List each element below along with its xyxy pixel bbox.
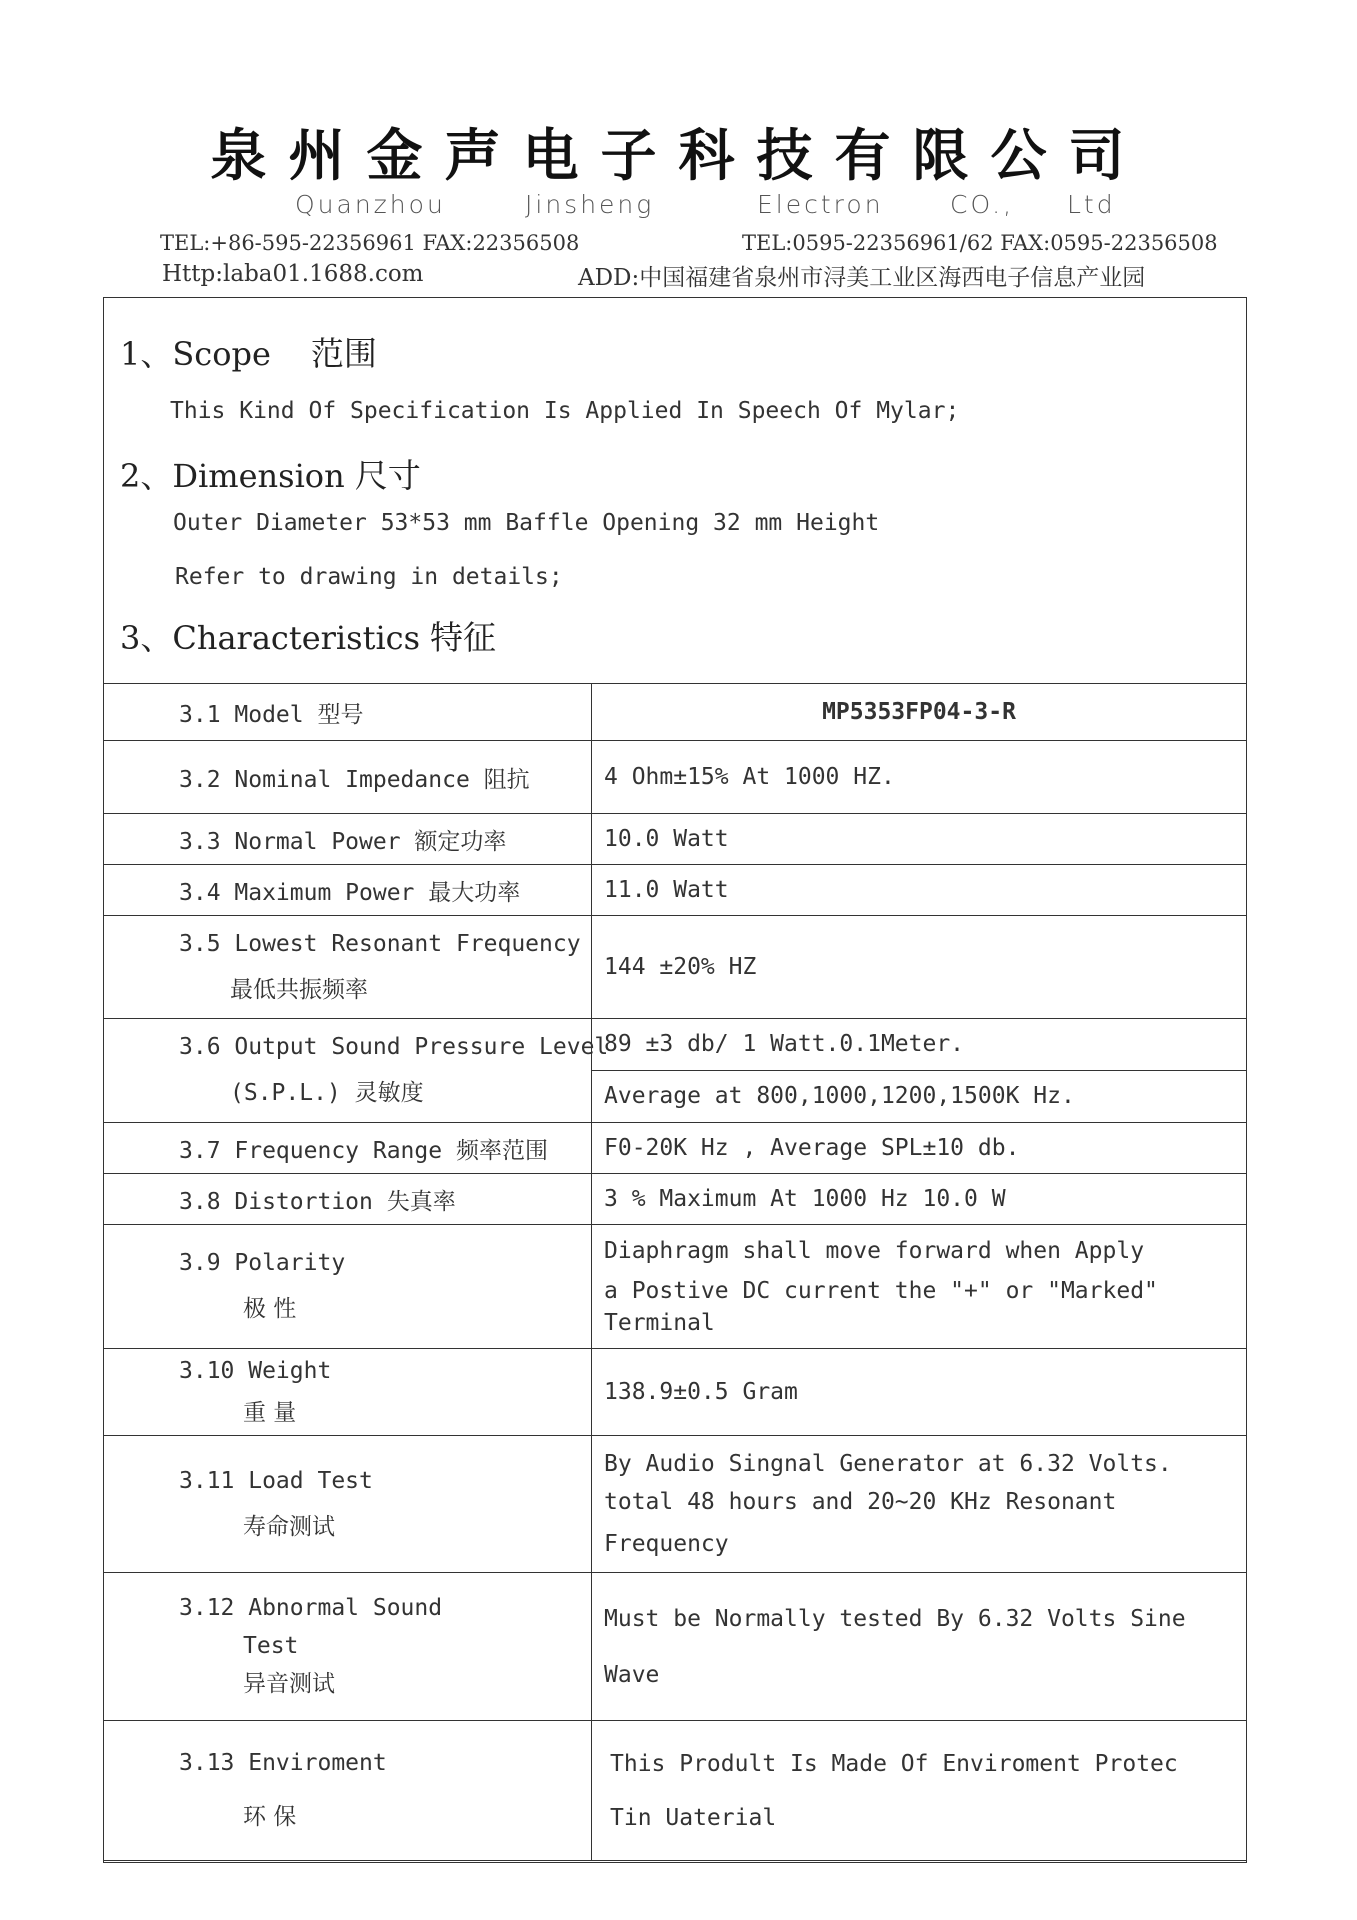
dimension-line: Outer Diameter 53*53 mm Baffle Opening 32 mm Height <box>173 510 880 536</box>
spec-label-cn: 重 量 <box>243 1399 297 1426</box>
company-name-en-word: Ltd <box>1067 190 1116 219</box>
spec-label-cell <box>104 916 592 1019</box>
company-name-en-word: Quanzhou <box>295 190 446 219</box>
spec-value: Tin Uaterial <box>610 1804 777 1831</box>
spec-value-cell <box>592 1721 1247 1861</box>
section-title: 3、Characteristics <box>120 619 421 657</box>
spec-value: By Audio Singnal Generator at 6.32 Volts. <box>604 1451 1172 1477</box>
spec-label-cn: 最低共振频率 <box>230 976 368 1003</box>
table-row <box>104 1349 1247 1436</box>
website: Http:laba01.1688.com <box>162 261 424 287</box>
spec-label: 3.7 Frequency Range 频率范围 <box>104 1123 592 1174</box>
spec-label: 3.11 Load Test <box>179 1467 373 1494</box>
section-scope-heading <box>120 328 377 375</box>
spec-value: Average at 800,1000,1200,1500K Hz. <box>592 1070 1246 1122</box>
spec-value: This Prodult Is Made Of Enviroment Protec <box>610 1750 1178 1777</box>
spec-label-cell <box>104 1225 592 1349</box>
spec-value: 10.0 Watt <box>592 814 1247 865</box>
spec-label: 3.5 Lowest Resonant Frequency <box>179 930 581 957</box>
spec-value: F0-20K Hz , Average SPL±10 db. <box>592 1123 1247 1174</box>
table-row <box>104 1174 1247 1225</box>
spec-label-cell <box>104 1573 592 1721</box>
table-row <box>104 1436 1247 1573</box>
spec-label: 3.2 Nominal Impedance 阻抗 <box>104 741 592 814</box>
scope-text: This Kind Of Specification Is Applied In Speech Of Mylar; <box>170 398 960 424</box>
spec-label: 3.10 Weight <box>179 1357 332 1384</box>
table-row <box>104 1573 1247 1721</box>
section-title: 2、Dimension <box>120 457 345 495</box>
company-name-en-word: Electron <box>757 190 884 219</box>
spec-label: 3.8 Distortion 失真率 <box>104 1174 592 1225</box>
spec-value: Diaphragm shall move forward when Apply <box>604 1237 1145 1264</box>
spec-label: 3.4 Maximum Power 最大功率 <box>104 865 592 916</box>
company-name-en-word: CO., <box>950 190 1015 219</box>
section-title-cn: 特征 <box>430 618 497 657</box>
spec-value-cell <box>592 1436 1247 1573</box>
spec-value: 3 % Maximum At 1000 Hz 10.0 W <box>592 1174 1247 1225</box>
dimension-line: Refer to drawing in details; <box>175 564 563 590</box>
spec-label-cn: 异音测试 <box>243 1671 335 1697</box>
tel-fax-left: TEL:+86-595-22356961 FAX:22356508 <box>160 231 580 255</box>
spec-label: 3.3 Normal Power 额定功率 <box>104 814 592 865</box>
spec-label-cn: 寿命测试 <box>243 1513 335 1540</box>
spec-value-cell <box>592 1019 1247 1123</box>
table-row <box>104 814 1247 865</box>
table-row <box>104 916 1247 1019</box>
tel-fax-right: TEL:0595-22356961/62 FAX:0595-22356508 <box>742 231 1218 255</box>
spec-label-cell <box>104 1436 592 1573</box>
spec-label-cn: 极 性 <box>243 1296 297 1322</box>
spec-label-cn: 环 保 <box>243 1804 297 1830</box>
spec-value: Wave <box>604 1661 660 1688</box>
spec-label: 3.1 Model 型号 <box>104 684 592 741</box>
spec-value: 11.0 Watt <box>592 865 1247 916</box>
spec-label-2: (S.P.L.) 灵敏度 <box>230 1080 424 1106</box>
spec-value: total 48 hours and 20~20 KHz Resonant <box>604 1489 1117 1515</box>
spec-value-cell <box>592 1573 1247 1721</box>
table-row <box>104 1721 1247 1861</box>
spec-value: Terminal <box>604 1309 715 1336</box>
spec-label: 3.13 Enviroment <box>179 1750 387 1776</box>
spec-value-cell <box>592 1225 1247 1349</box>
company-name-en-word: Jinsheng <box>525 190 655 219</box>
table-row <box>104 684 1247 741</box>
company-name-cn: 泉州金声电子科技有限公司 <box>210 124 1147 189</box>
section-title-cn: 尺寸 <box>354 456 421 495</box>
spec-value: a Postive DC current the "+" or "Marked" <box>604 1277 1158 1304</box>
table-row <box>104 1123 1247 1174</box>
spec-value: Frequency <box>604 1531 729 1557</box>
model-value: MP5353FP04-3-R <box>592 684 1247 741</box>
section-title: 1、Scope <box>120 335 271 373</box>
table-row <box>104 865 1247 916</box>
table-row <box>104 741 1247 814</box>
spec-value: 89 ±3 db/ 1 Watt.0.1Meter. <box>604 1031 965 1057</box>
spec-label: 3.6 Output Sound Pressure Level <box>179 1034 609 1060</box>
spec-label-cell <box>104 1721 592 1861</box>
table-row <box>104 1225 1247 1349</box>
section-dimension-heading <box>120 450 421 497</box>
table-row <box>104 1019 1247 1123</box>
spec-value: 138.9±0.5 Gram <box>592 1349 1247 1436</box>
section-characteristics-heading <box>120 612 496 659</box>
address: ADD:中国福建省泉州市浔美工业区海西电子信息产业园 <box>578 265 1146 291</box>
spec-label-2: Test <box>243 1633 299 1659</box>
spec-label: 3.9 Polarity <box>179 1250 346 1276</box>
spec-value: 144 ±20% HZ <box>592 916 1247 1019</box>
spec-label-cell <box>104 1019 609 1123</box>
spec-value: Must be Normally tested By 6.32 Volts Sine <box>604 1605 1186 1632</box>
section-title-cn: 范围 <box>310 334 377 373</box>
spec-label-cell <box>104 1349 592 1436</box>
spec-label: 3.12 Abnormal Sound <box>179 1595 443 1621</box>
spec-table <box>103 683 1247 1861</box>
spec-value: 4 Ohm±15% At 1000 HZ. <box>592 741 1247 814</box>
